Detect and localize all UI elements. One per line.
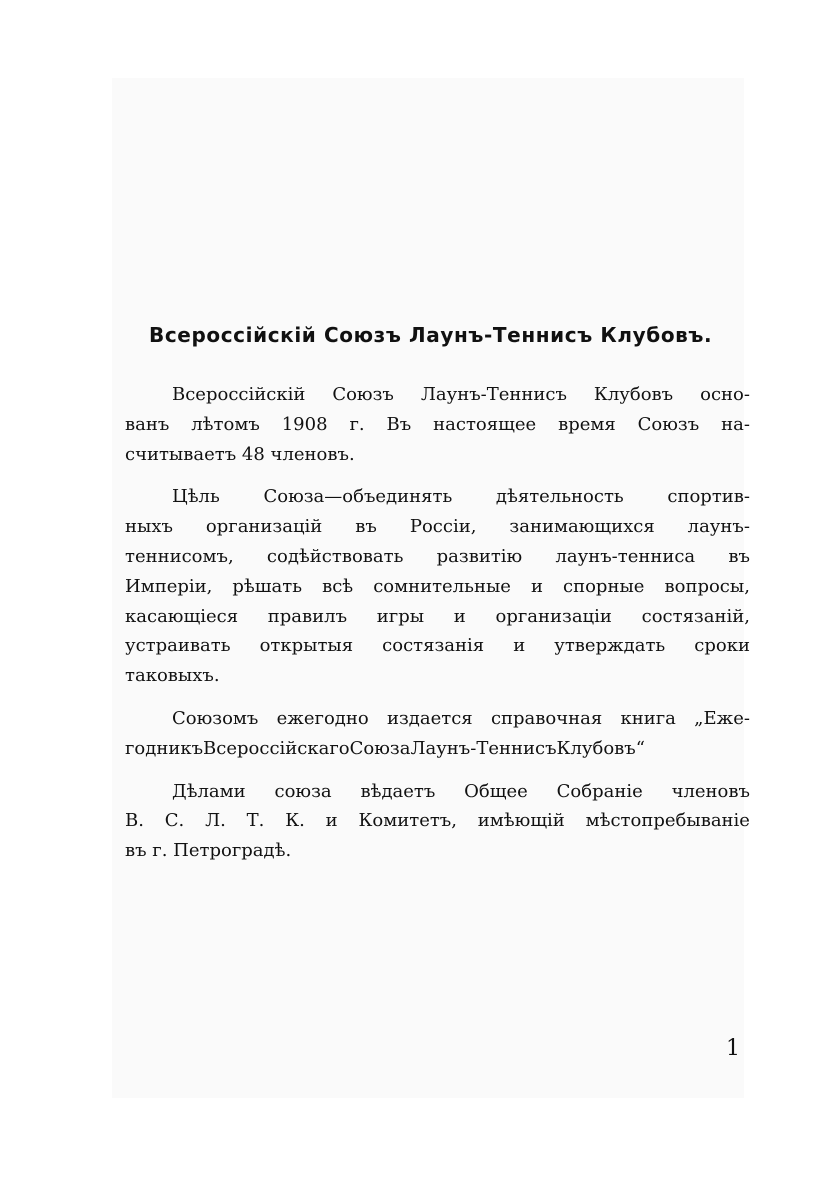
text-line: [125, 631, 750, 661]
word: касающіеся: [125, 605, 239, 627]
word: содѣйствовать: [266, 545, 404, 567]
word: утверждать: [554, 635, 666, 657]
word: Союзъ: [637, 413, 700, 435]
word: „Еже-: [694, 707, 750, 729]
text-line: [125, 512, 750, 542]
word: лаунъ-тенниса: [555, 545, 696, 567]
word: лаунъ-: [687, 516, 750, 538]
word: организацій: [205, 516, 323, 538]
word: Комитетъ,: [358, 810, 457, 832]
text-line: [125, 734, 750, 764]
word: спортив-: [667, 486, 750, 508]
word: и: [530, 575, 543, 597]
word: занимающихся: [509, 516, 655, 538]
word: теннисомъ,: [125, 545, 234, 567]
word: Клубовъ: [593, 384, 674, 405]
word: и: [453, 605, 466, 627]
word: въ г. Петроградѣ.: [125, 840, 292, 862]
text-line: [125, 380, 750, 410]
word: дѣятельность: [495, 486, 624, 508]
word: состязаній,: [641, 605, 750, 627]
word: сомнительные: [373, 575, 511, 597]
word: время: [558, 413, 616, 435]
word: издается: [386, 707, 473, 729]
text-line: [125, 704, 750, 734]
word: осно-: [700, 384, 750, 405]
word: лѣтомъ: [191, 413, 260, 435]
word: ныхъ: [125, 516, 173, 538]
page-number: 1: [726, 1036, 740, 1061]
word: С.: [164, 810, 185, 832]
word: Имперіи,: [125, 575, 213, 597]
word: годникъ: [125, 737, 204, 759]
text-line: [125, 602, 750, 632]
word: К.: [285, 810, 305, 832]
word: открытыя: [259, 635, 354, 657]
word: Цѣль: [172, 486, 220, 508]
word: въ: [728, 545, 750, 567]
word: Союзомъ: [172, 707, 259, 729]
word: Въ: [386, 413, 412, 435]
paragraph: [125, 777, 750, 866]
word: устраивать: [125, 635, 231, 657]
word: и: [325, 810, 338, 832]
word: Т.: [246, 810, 265, 832]
text-line: [125, 542, 750, 572]
paragraph: [125, 704, 750, 764]
word: ванъ: [125, 413, 170, 435]
word: Собраніе: [556, 780, 643, 802]
word: мѣстопребываніе: [585, 810, 750, 832]
word: на-: [721, 413, 750, 435]
word: вѣдаетъ: [360, 780, 436, 802]
word: таковыхъ.: [125, 665, 220, 687]
text-line: [125, 440, 750, 470]
word: Дѣлами: [172, 780, 246, 802]
text-line: [125, 777, 750, 807]
word: Всероссійскаго: [203, 737, 350, 759]
word: Союза: [349, 737, 411, 759]
word: Россіи,: [409, 516, 477, 538]
text-line: [125, 661, 750, 691]
word: Всероссійскій: [172, 384, 306, 405]
word: организаціи: [495, 605, 612, 627]
word: 1908: [281, 413, 328, 435]
word: сроки: [694, 635, 750, 657]
word: игры: [376, 605, 425, 627]
word: состязанія: [382, 635, 485, 657]
word: въ: [355, 516, 377, 538]
word: правилъ: [267, 605, 348, 627]
word: членовъ: [671, 780, 750, 802]
paragraphs: [125, 380, 750, 866]
word: спорные: [563, 575, 645, 597]
word: Общее: [464, 780, 528, 802]
text-line: [125, 572, 750, 602]
word: и: [513, 635, 526, 657]
word: всѣ: [322, 575, 354, 597]
text-line: [125, 836, 750, 866]
word: В.: [125, 810, 144, 832]
paragraph: [125, 482, 750, 691]
text-line: [125, 806, 750, 836]
word: союза: [274, 780, 332, 802]
text-line: [125, 410, 750, 440]
word: справочная: [490, 707, 603, 729]
word: ежегодно: [276, 707, 369, 729]
word: г.: [349, 413, 365, 435]
word: развитію: [436, 545, 523, 567]
word: настоящее: [433, 413, 537, 435]
paragraph: [125, 380, 750, 469]
word: рѣшать: [232, 575, 303, 597]
word: считываетъ 48 членовъ.: [125, 443, 355, 465]
text-line: [125, 482, 750, 512]
word: имѣющій: [477, 810, 565, 832]
word: книга: [620, 707, 676, 729]
word: Клубовъ“: [556, 737, 645, 759]
word: Союзъ: [332, 384, 394, 405]
word: Лаунъ-Теннисъ: [410, 737, 557, 759]
word: Лаунъ-Теннисъ: [420, 384, 567, 405]
word: Л.: [205, 810, 226, 832]
section-title: Всероссійскій Союзъ Лаунъ-Теннисъ Клубовъ.: [149, 323, 713, 347]
word: вопросы,: [664, 575, 750, 597]
page-content: [125, 316, 750, 879]
word: Союза—объединять: [263, 486, 453, 508]
